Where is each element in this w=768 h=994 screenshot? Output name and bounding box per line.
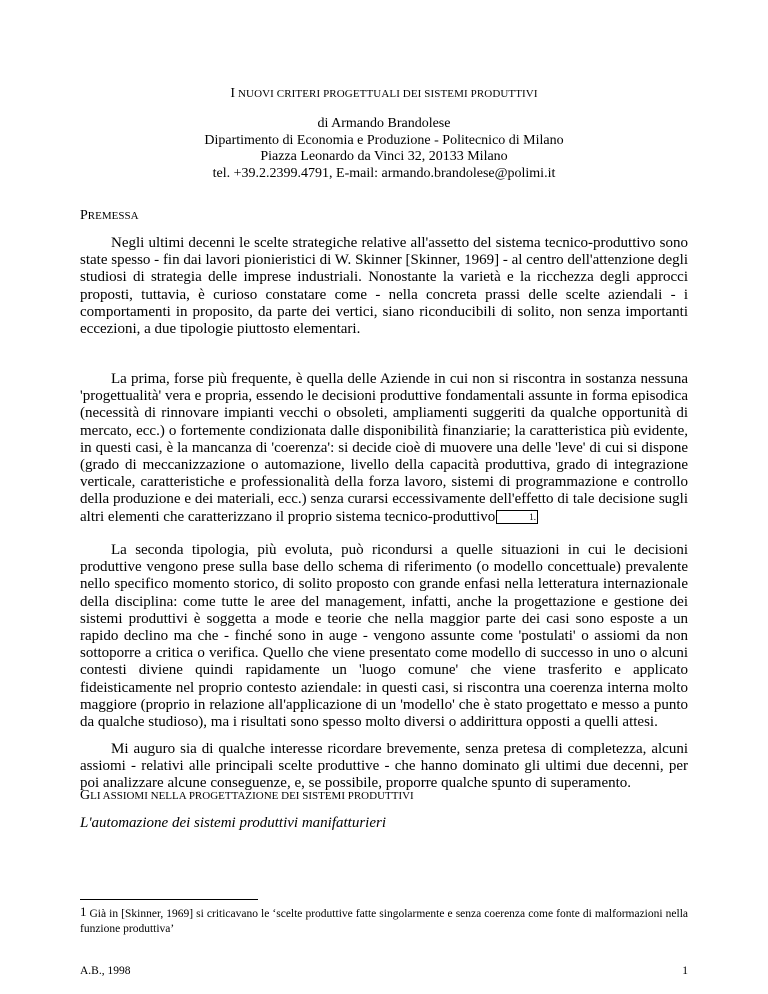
paragraph-3: La seconda tipologia, più evoluta, può ricondursi a quelle situazioni in cui le decisioni produttive vengono prese sulla base dello schema di riferimento (o modello concettuale) prevalente nello specifico momento storico, di solito proposto con grande enfasi nella letteratura internazionale della disciplina: come tutte le aree del management, infatti, anche la progettazione e gestione dei sistemi produttivi è soggetta a mode e teorie che nella maggior parte dei casi sono esposte a un rapido declino ma che - finché sono in auge - vengono assunte come 'postulati' o assiomi da non sottoporre a critica o verifica. Quello che viene presentato come modello di successo in uno o alcuni contesti diviene quindi rapidamente un 'luogo comune' che viene trasferito e applicato fideisticamente nel proprio contesto aziendale: in questi casi, si riscontra una coerenza interna molto maggiore (proprio in relazione all'applicazione di un 'modello' che è stato progettato e messo a punto da qualche studioso), ma i risultati sono spesso molto diversi o addirittura opposti a quelli attesi.: [80, 542, 688, 731]
title-initial: I: [230, 86, 236, 101]
paragraph-2: [80, 371, 688, 526]
document-title: [0, 86, 768, 102]
footnote: [80, 904, 688, 937]
author-block: [0, 116, 768, 182]
paragraph-2-text: La prima, forse più frequente, è quella delle Aziende in cui non si riscontra in sostanza nessuna 'progettualità' vera e propria, essendo le decisioni produttive fondamentali assunte in forma episodica (necessità di rinnovare impianti vecchi o obsoleti, ampliamenti suggeriti da qualche opportunità di mercato, ecc.) o fortemente condizionata dalle disponibilità finanziarie; la caratteristica più evidente, in questi casi, è la mancanza di 'coerenza': si decide cioè di muovere una delle 'leve' di cui si dispone (grado di meccanizzazione o automazione, livello della capacità produttiva, grado di integrazione verticale, caratteristiche e professionalità della forza lavoro, sistemi di programmazione e controllo della produzione e dei materiali, ecc.) senza curarsi eccessivamente dell'effetto di tale decisione sugli altri elementi che caratterizzano il proprio sistema tecnico-produttivo: [80, 371, 688, 525]
footnote-divider: [80, 899, 258, 900]
section-heading-premessa: [80, 208, 139, 224]
paragraph-1: Negli ultimi decenni le scelte strategiche relative all'assetto del sistema tecnico-produttivo sono state spesso - fin dai lavori pionieristici di W. Skinner [Skinner, 1969] - al centro dell'attenzione degli studiosi di strategia delle imprese industriali. Nonostante la varietà e la ricchezza degli approcci proposti, tuttavia, è curioso constatare come - nella concreta prassi delle scelte aziendali - i comportamenti in proposito, da parte dei vertici, siano riconducibili di solito, non senza importanti eccezioni, a due tipologie piuttosto elementari.: [80, 235, 688, 338]
subsection-heading: L'automazione dei sistemi produttivi manifatturieri: [80, 815, 386, 831]
footer-author-year: A.B., 1998: [80, 965, 131, 977]
footnote-text: Già in [Skinner, 1969] si criticavano le ‘scelte produttive fatte singolarmente e senza coerenza come fonte di malformazioni nella funzione produttiva’: [80, 908, 688, 935]
heading-rest: LI ASSIOMI NELLA PROGETTAZIONE DEI SISTEMI PRODUTTIVI: [90, 790, 414, 802]
section-heading-assiomi: [80, 788, 414, 804]
title-rest: NUOVI CRITERI PROGETTUALI DEI SISTEMI PRODUTTIVI: [235, 88, 538, 100]
paragraph-4: Mi auguro sia di qualche interesse ricordare brevemente, senza pretesa di completezza, alcuni assiomi - relativi alle principali scelte produttive - che hanno dominato gli ultimi due decenni, per poi analizzare alcune conseguenze, e, se possibile, proporre qualche spunto di superamento.: [80, 741, 688, 792]
heading-initial: P: [80, 208, 88, 223]
author-name: di Armando Brandolese: [317, 116, 451, 131]
footnote-reference[interactable]: 1.: [496, 510, 538, 524]
footnote-reference-number: 1: [529, 511, 534, 522]
author-contact: tel. +39.2.2399.4791, E-mail: armando.brandolese@polimi.it: [212, 165, 556, 181]
footnote-mark: 1: [80, 904, 87, 919]
author-affiliation: Dipartimento di Economia e Produzione - Politecnico di Milano: [204, 132, 564, 148]
page-number: 1: [682, 965, 688, 977]
author-address: Piazza Leonardo da Vinci 32, 20133 Milano: [260, 149, 508, 164]
heading-initial: G: [80, 788, 91, 803]
heading-rest: REMESSA: [87, 210, 139, 222]
